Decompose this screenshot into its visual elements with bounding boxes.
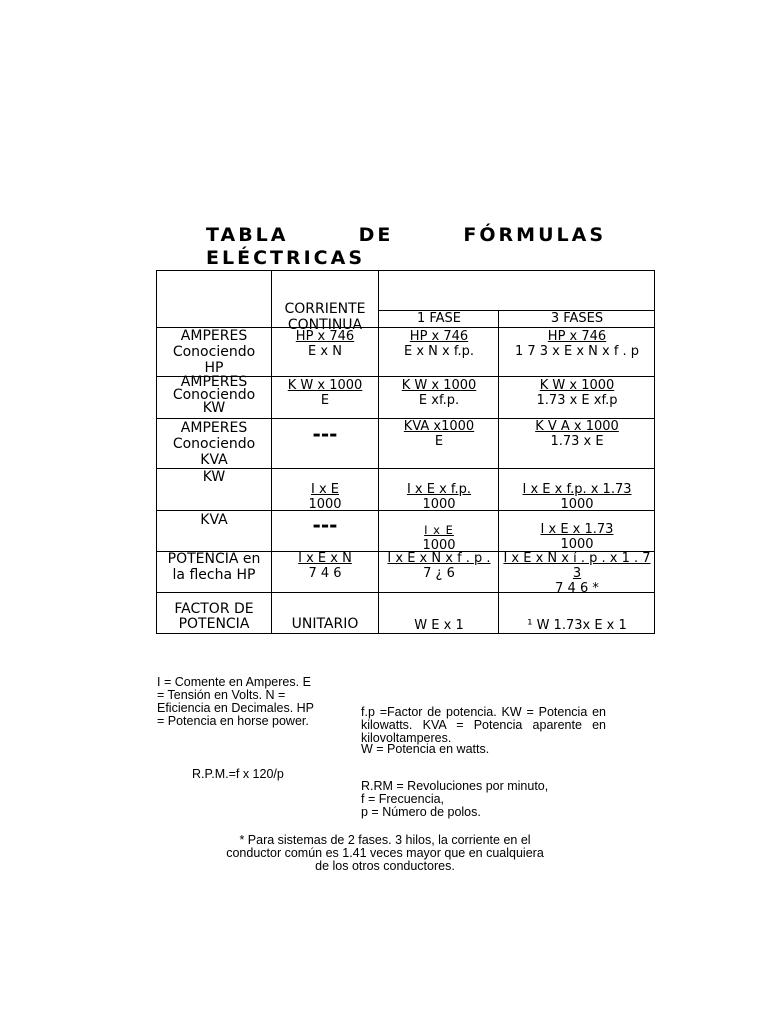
p1-potencia — [379, 551, 499, 581]
numerator: HP x 746 — [409, 329, 469, 344]
p1-kw — [379, 482, 499, 512]
document-title — [206, 224, 606, 270]
p3-amperes-kva — [499, 419, 655, 449]
p3-kva — [499, 522, 655, 552]
p3-potencia — [499, 551, 655, 596]
row-label-factor-potencia: FACTOR DE POTENCIA — [174, 601, 254, 632]
denominator: 1000 — [560, 497, 594, 512]
header-dc: CORRIENTE CONTINUA — [284, 301, 366, 333]
row-label-kw: KW — [202, 469, 226, 485]
dc-potencia — [271, 551, 379, 581]
p1-kva — [379, 523, 499, 553]
dc-amperes-kva: --- — [312, 422, 338, 446]
numerator: K W x 1000 — [539, 378, 615, 393]
p3-amperes-kw — [499, 378, 655, 408]
denominator: 7 4 6 * — [555, 581, 599, 596]
denominator: E x N — [308, 344, 342, 359]
denominator: 1.73 x E — [550, 434, 604, 449]
denominator: 1.73 x E xf.p — [536, 393, 618, 408]
header-three-phase: 3 FASES — [550, 311, 604, 326]
denominator: E — [320, 393, 330, 408]
title-line-2: ELÉCTRICAS — [206, 247, 366, 269]
denominator: E x N x f.p. — [403, 344, 474, 359]
note-rpm-def: R.RM = Revoluciones por minuto, — [361, 779, 549, 793]
footnote: * Para sistemas de 2 fases. 3 hilos, la corriente en el conductor común es 1.41 veces mayor que en cualquiera de los otros conductores. — [226, 833, 544, 873]
note-poles: p = Número de polos. — [361, 805, 481, 819]
denominator: 1000 — [422, 497, 456, 512]
numerator: K V A x 1000 — [535, 419, 619, 434]
denominator: E — [434, 434, 444, 449]
numerator: I x E — [310, 482, 339, 497]
numerator: KVA x1000 — [403, 419, 475, 434]
row-label-amperes-kva: AMPERES Conociendo KVA — [172, 420, 256, 468]
note-rpm-formula: R.P.M.=f x 120/p — [192, 767, 284, 781]
dc-amperes-kw — [271, 378, 379, 408]
row-label-kva: KVA — [200, 512, 228, 528]
denominator: 7 ¿ 6 — [423, 566, 455, 581]
numerator: HP x 746 — [295, 329, 355, 344]
dc-kw — [271, 482, 379, 512]
title-word-3: FÓRMULAS — [463, 224, 606, 246]
header-one-phase — [379, 311, 499, 326]
p1-factor-potencia: W E x 1 — [414, 618, 464, 633]
denominator: 1000 — [308, 497, 342, 512]
formulas-table — [156, 270, 655, 634]
p1-amperes-kva — [379, 419, 499, 449]
dc-kva: --- — [312, 513, 338, 537]
denominator: 7 4 6 — [308, 566, 342, 581]
numerator: HP x 746 — [547, 329, 607, 344]
numerator: I x E x N x í . p . x 1 . 7 3 — [503, 551, 651, 581]
numerator: I x E x N x f . p . — [387, 551, 491, 566]
p1-amperes-kw — [379, 378, 499, 408]
p3-amperes-hp — [499, 329, 655, 359]
denominator: 1000 — [560, 537, 594, 552]
p3-factor-potencia: ¹ W 1.73x E x 1 — [527, 618, 627, 633]
numerator: I x E x f.p. — [406, 482, 472, 497]
note-variables-right: f.p =Factor de potencia. KW = Potencia en kilowatts. KVA = Potencia aparente en kilovoltamperes. — [361, 705, 606, 745]
row-label-potencia: POTENCIA en la flecha HP — [167, 551, 261, 583]
numerator: I x E x f.p. x 1.73 — [522, 482, 632, 497]
title-word-1: TABLA — [206, 224, 289, 246]
dc-factor-potencia: UNITARIO — [291, 616, 359, 632]
row-label-amperes-hp: AMPERES Conociendo HP — [172, 328, 256, 376]
numerator: K W x 1000 — [287, 378, 363, 393]
denominator: 1000 — [422, 538, 456, 553]
p3-kw — [499, 482, 655, 512]
numerator: I x E x N — [298, 551, 352, 566]
dc-amperes-hp — [271, 329, 379, 359]
row-label-amperes-kw: AMPERES Conociendo KW — [172, 374, 256, 416]
denominator: 1 7 3 x E x N x f . p — [514, 344, 640, 359]
note-watts: W = Potencia en watts. — [361, 742, 490, 756]
note-frequency: f = Frecuencia, — [361, 792, 445, 806]
numerator: K W x 1000 — [401, 378, 477, 393]
p1-amperes-hp — [379, 329, 499, 359]
note-variables-left: I = Comente en Amperes. E = Tensión en Volts. N = Eficiencia en Decimales. HP = Potencia en horse power. — [157, 675, 314, 728]
header-one-phase-text: 1 FASE — [416, 311, 462, 326]
title-word-2: DE — [358, 224, 394, 246]
numerator: I x E — [424, 523, 454, 537]
denominator: E xf.p. — [418, 393, 460, 408]
numerator: I x E x 1.73 — [540, 522, 614, 537]
